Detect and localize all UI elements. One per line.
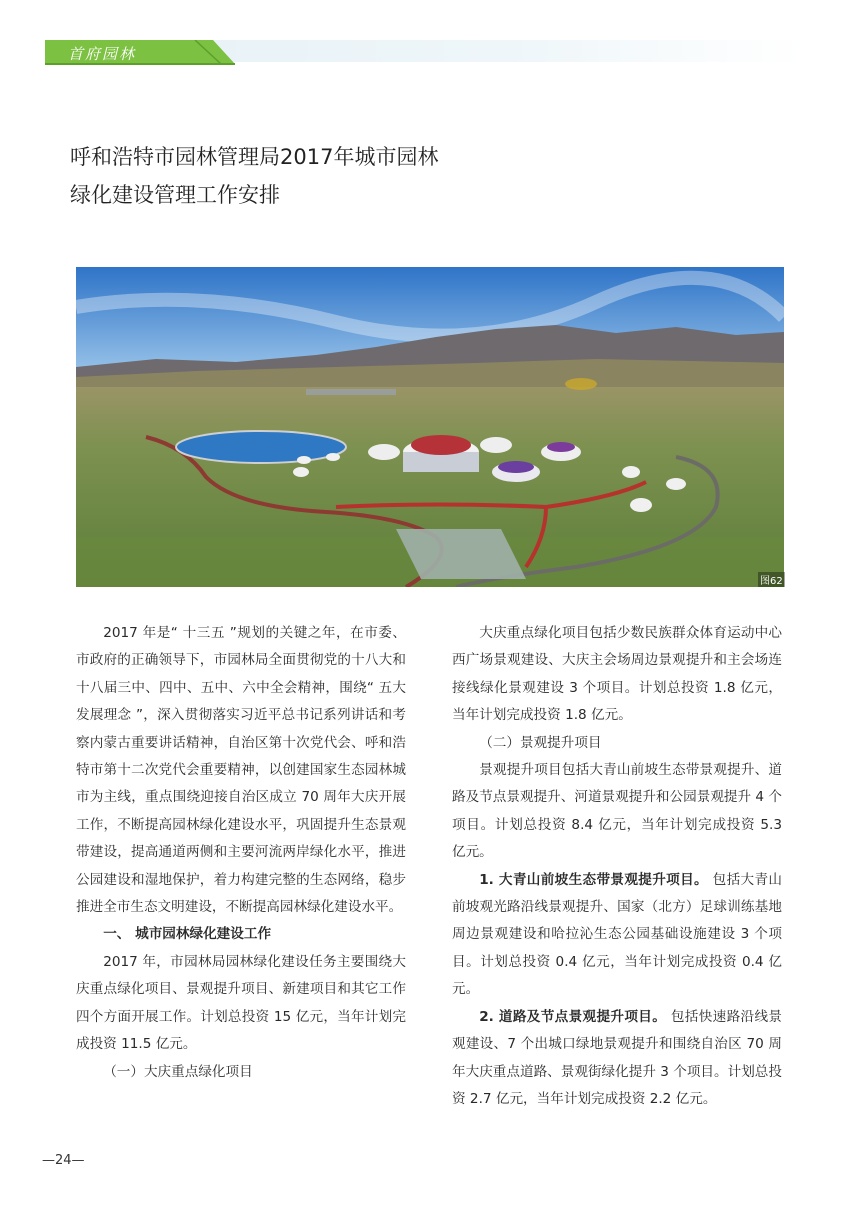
paragraph: 景观提升项目包括大青山前坡生态带景观提升、道路及节点景观提升、河道景观提升和公园景观提升 4 个项目。计划总投资 8.4 亿元，当年计划完成投资 5.3 亿元。 [452,762,782,861]
page-number: —24— [42,1153,85,1168]
section-heading: 一、 城市园林绿化建设工作 [103,926,272,943]
article-title-line-1: 呼和浩特市园林管理局2017年城市园林 [70,145,439,169]
right-column [452,620,782,1113]
section-title: 首府园林 [68,45,137,63]
paragraph [452,867,782,1004]
item-text: 包括大青山前坡观光路沿线景观提升、国家（北方）足球训练基地周边景观建设和哈拉沁生态公园基础设施建设 3 个项目。计划总投资 0.4 亿元，当年计划完成投资 0.4 亿元。 [452,871,783,998]
paragraph: 2017 年是“ 十三五 ”规划的关键之年，在市委、市政府的正确领导下，市园林局全面贯彻党的十八大和十八届三中、四中、五中、六中全会精神，围绕“ 五大发展理念 ”，深入贯彻落实习近平总书记系列讲话和考察内蒙古重要讲话精神，自治区第十次党代会、呼和浩特市第十二次党代会重要精神，以创建国家生态园林城市为主线，重点围绕迎接自治区成立 70 周年大庆开展工作，不断提高园林绿化建设水平，巩固提升生态景观带建设，提高通道两侧和主要河流两岸绿化水平，推进公园建设和湿地保护，着力构建完整的生态网络，稳步推进全市生态文明建设，不断提高园林绿化建设水平。 [76,625,406,916]
item-text: 包括快速路沿线景观建设、7 个出城口绿地景观提升和围绕自治区 70 周年大庆重点道路、景观街绿化提升 3 个项目。计划总投资 2.7 亿元，当年计划完成投资 2.2 亿元。 [452,1008,782,1107]
article-title-line-2: 绿化建设管理工作安排 [70,183,280,207]
paragraph: 大庆重点绿化项目包括少数民族群众体育运动中心西广场景观建设、大庆主会场周边景观提升和主会场连接线绿化景观建设 3 个项目。计划总投资 1.8 亿元，当年计划完成投资 1.8 亿元。 [452,625,782,724]
article-title [70,138,770,214]
aerial-photo [76,267,784,587]
photo-label: 图62 [758,572,785,587]
subsection-heading: （二）景观提升项目 [479,734,602,751]
item-lead: 2. 道路及节点景观提升项目。 [479,1008,667,1025]
paragraph [452,1004,782,1114]
item-lead: 1. 大青山前坡生态带景观提升项目。 [479,871,708,888]
left-column [76,620,406,1086]
paragraph: 2017 年，市园林局园林绿化建设任务主要围绕大庆重点绿化项目、景观提升项目、新建项目和其它工作四个方面开展工作。计划总投资 15 亿元，当年计划完成投资 11.5 亿元。 [76,953,406,1053]
subsection-heading: （一）大庆重点绿化项目 [103,1063,253,1080]
